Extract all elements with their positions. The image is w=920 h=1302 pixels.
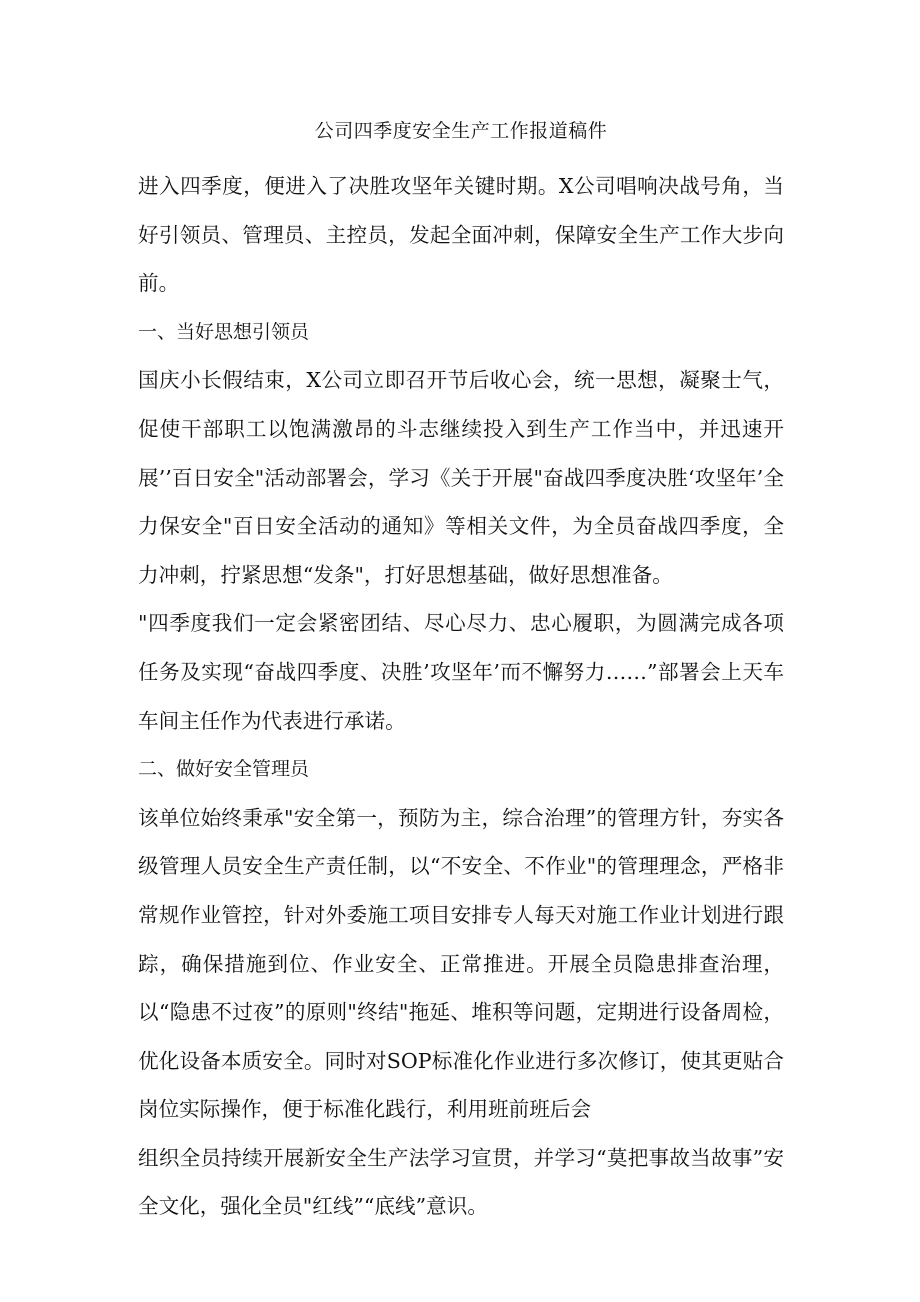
paragraph-intro: 进入四季度，便进入了决胜攻坚年关键时期。X公司唱响决战号角，当好引领员、管理员、主控员，发起全面冲刺，保障安全生产工作大步向前。 [138,174,784,296]
document-page [138,0,784,1302]
paragraph-section-1: 国庆小长假结束，X公司立即召开节后收心会，统一思想，凝聚士气，促使干部职工以饱满激昂的斗志继续投入到生产工作当中，并迅速开展’’百日安全"活动部署会，学习《关于开展"奋战四季度决胜‘攻坚年’全力保安全"百日安全活动的通知》等相关文件，为全员奋战四季度，全力冲刺，拧紧思想“发条"，打好思想基础，做好思想准备。 [138,368,784,587]
paragraph-training: 组织全员持续开展新安全生产法学习宣贯，并学习“莫把事故当故事”安全文化，强化全员"红线”“底线”意识。 [138,1145,784,1219]
document-title: 公司四季度安全生产工作报道稿件 [314,120,608,142]
section-heading-1: 一、当好思想引领员 [138,320,310,343]
section-heading-2: 二、做好安全管理员 [138,758,310,781]
paragraph-section-2: 该单位始终秉承"安全第一，预防为主，综合治理”的管理方针，夯实各级管理人员安全生产责任制，以“不安全、不作业"的管理理念，严格非常规作业管控，针对外委施工项目安排专人每天对施工作业计划进行跟踪，确保措施到位、作业安全、正常推进。开展全员隐患排查治理，以“隐患不过夜”的原则"终结"拖延、堆积等问题，定期进行设备周检，优化设备本质安全。同时对SOP标准化作业进行多次修订，使其更贴合岗位实际操作，便于标准化践行，利用班前班后会 [138,805,784,1122]
paragraph-pledge: "四季度我们一定会紧密团结、尽心尽力、忠心履职，为圆满完成各项任务及实现“奋战四季度、决胜’攻坚年’而不懈努力……”部署会上天车车间主任作为代表进行承诺。 [138,611,784,733]
document-body [138,162,784,1231]
